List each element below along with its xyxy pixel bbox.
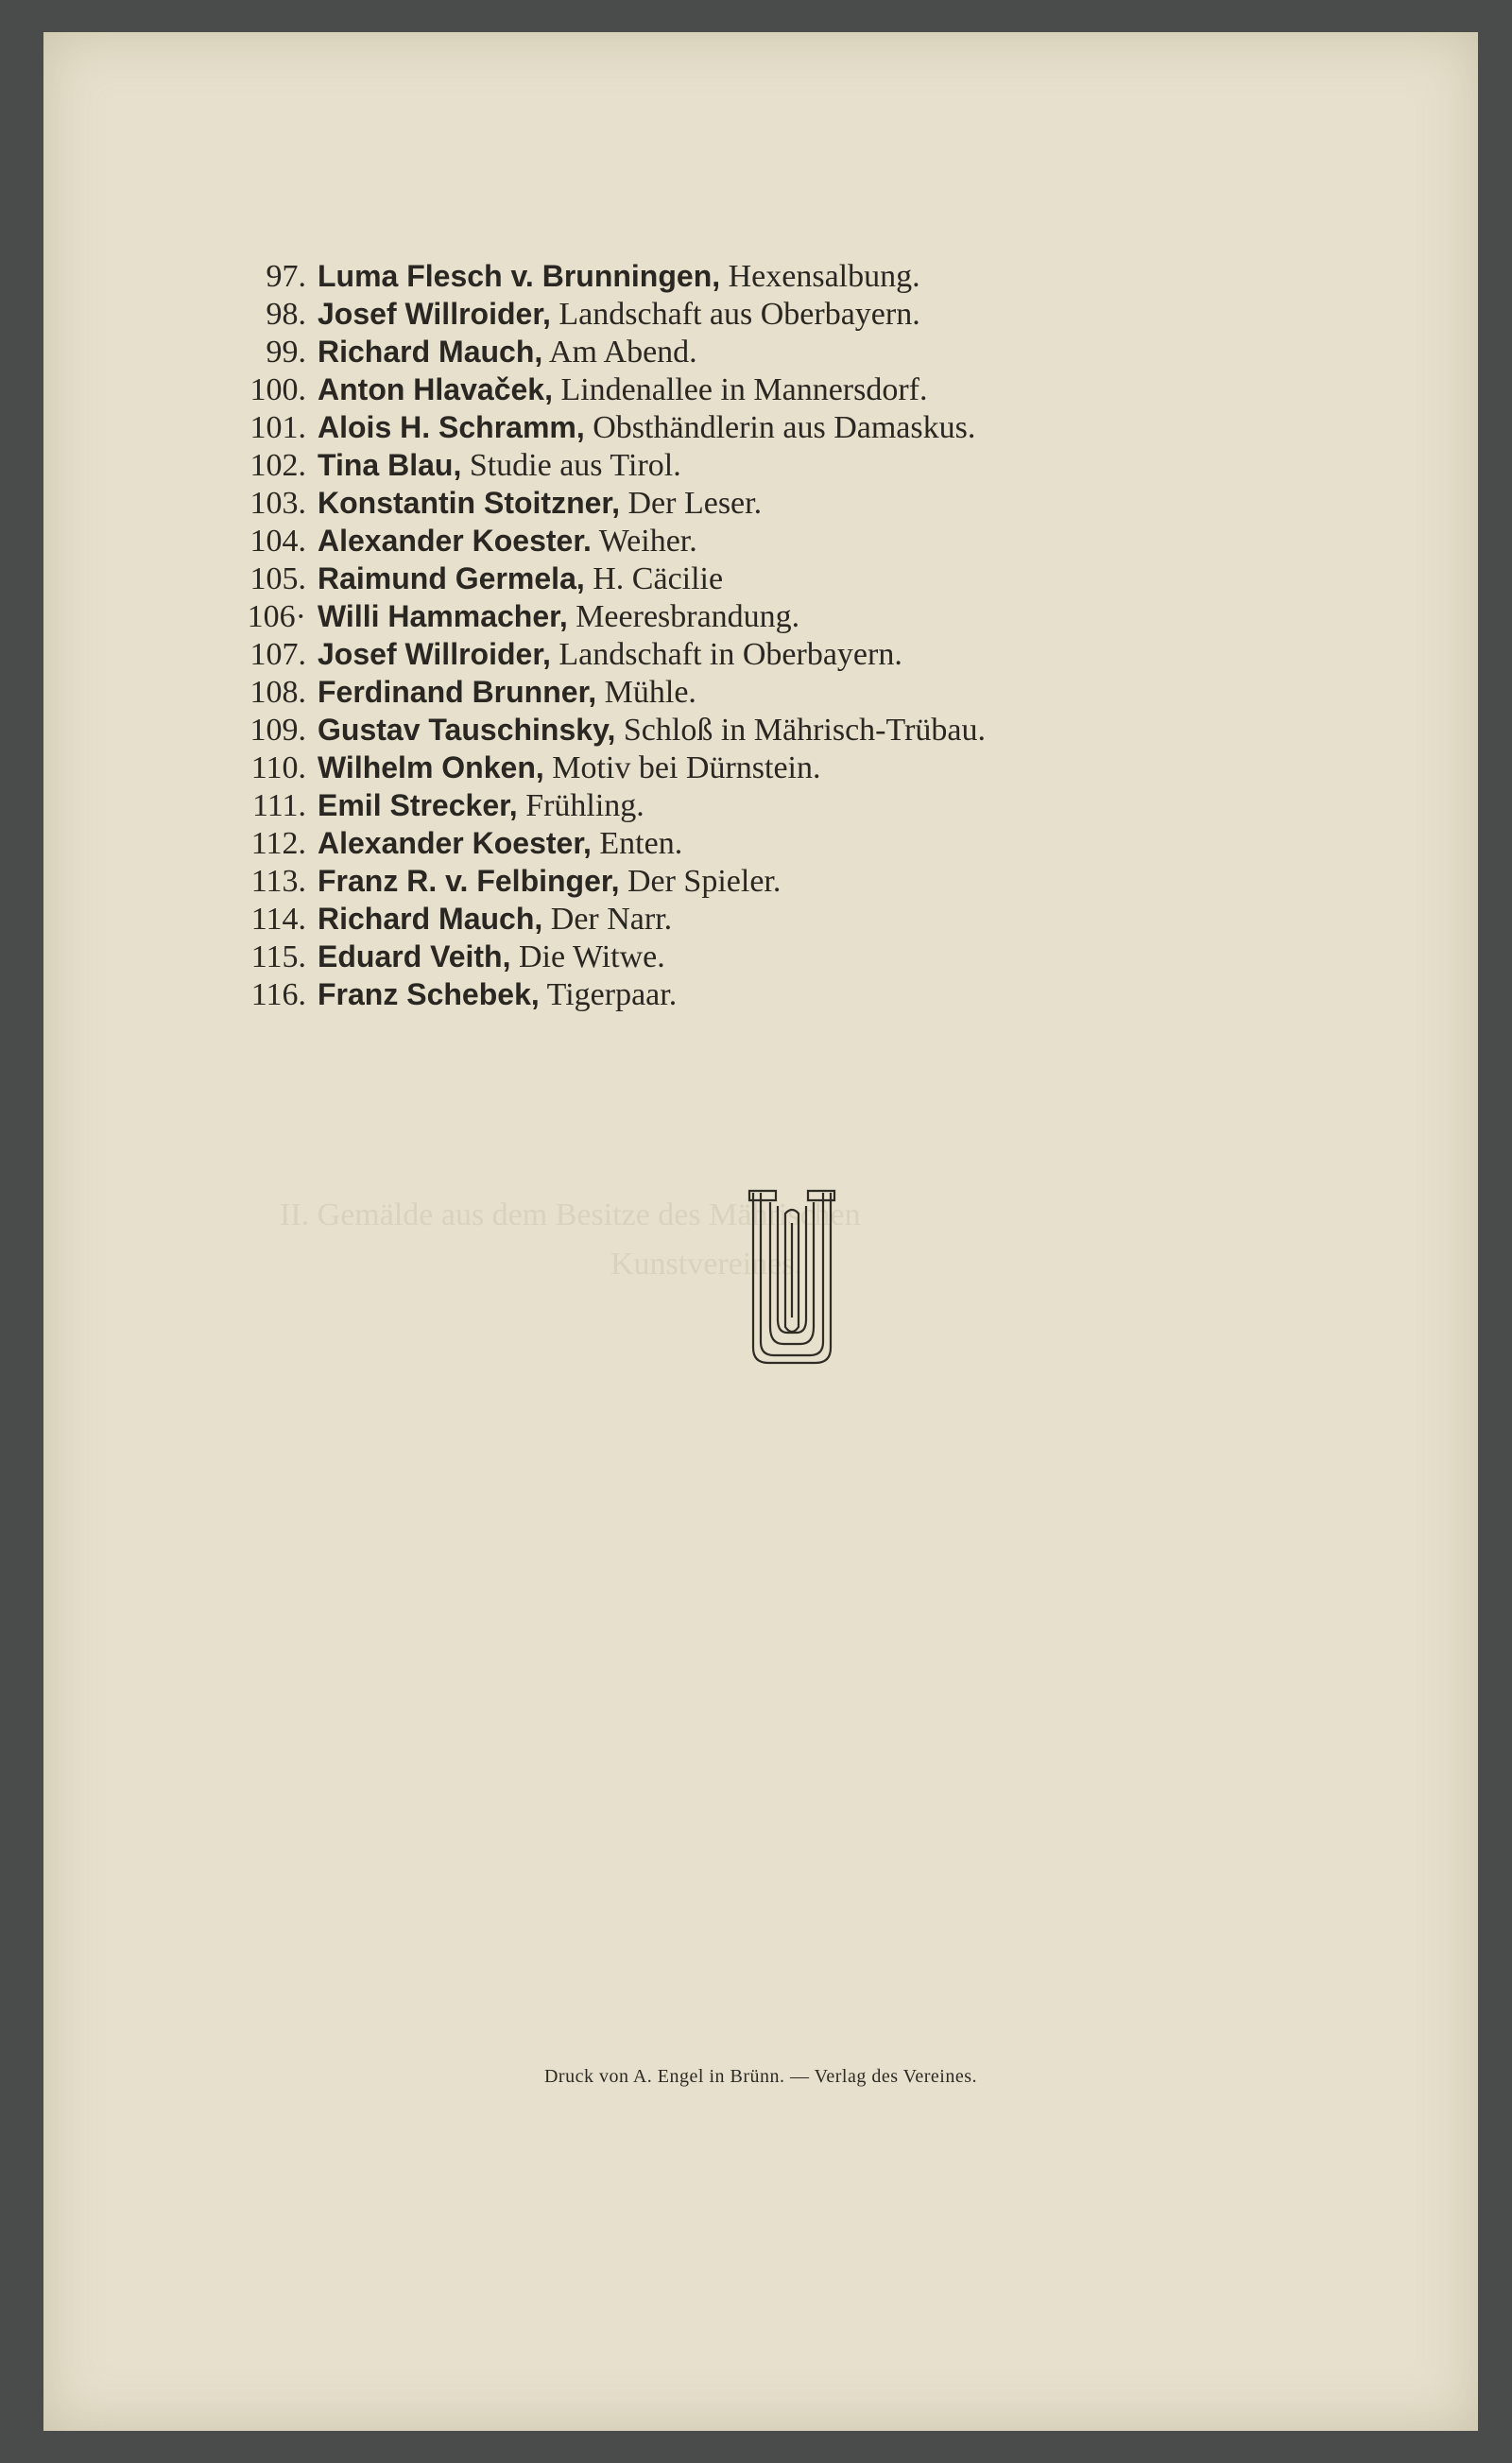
entry-number: 105. [249, 561, 306, 596]
entry-number: 97. [266, 259, 306, 294]
entry-separator: , [534, 335, 543, 369]
entry-artist: Josef Willroider [318, 297, 542, 331]
entry-separator: , [535, 750, 544, 784]
catalogue-entry [204, 862, 1244, 900]
catalogue-entry [204, 711, 1244, 749]
entry-separator: , [508, 788, 518, 822]
entry-artist: Alois H. Schramm [318, 410, 576, 444]
entry-title: Landschaft aus Oberbayern. [558, 297, 920, 332]
entry-title: Weiher. [598, 524, 697, 559]
imprint-line: Druck von A. Engel in Brünn. — Verlag des Vereines. [543, 2066, 978, 2087]
entry-separator: , [583, 826, 592, 860]
entry-number: 114. [250, 902, 306, 937]
entry-separator: , [558, 599, 568, 633]
catalogue-entry [204, 560, 1244, 597]
entry-artist: Raimund Germela [318, 561, 576, 595]
entry-number: 111. [252, 788, 306, 823]
entry-artist: Franz R. v. Felbinger [318, 864, 611, 898]
show-through-heading-2: Kunstvereines. [610, 1247, 803, 1282]
entry-number: 109. [249, 713, 306, 748]
entry-title: Am Abend. [548, 335, 697, 370]
entry-separator: , [530, 977, 540, 1011]
catalogue-entry [204, 446, 1244, 484]
show-through-heading-1: II. Gemälde aus dem Besitze des Mährischen [280, 1197, 861, 1232]
entry-separator: , [502, 939, 511, 973]
entry-separator: , [610, 864, 620, 898]
catalogue-entry [204, 900, 1244, 938]
entry-number: 106· [247, 599, 306, 634]
entry-separator: , [576, 561, 585, 595]
entry-artist: Tina Blau [318, 448, 454, 482]
entry-artist: Konstantin Stoitzner [318, 486, 612, 520]
entry-title: Frühling. [525, 788, 644, 823]
catalogue-entry [204, 257, 1244, 295]
entry-number: 102. [249, 448, 306, 483]
entry-title: Der Leser. [627, 486, 763, 521]
entry-title: Studie aus Tirol. [469, 448, 681, 483]
catalogue-entry [204, 635, 1244, 673]
entry-artist: Gustav Tauschinsky [318, 713, 608, 747]
catalogue-entry [204, 333, 1244, 370]
entry-number: 100. [249, 372, 306, 407]
catalogue-entry [204, 975, 1244, 1013]
entry-separator: , [607, 713, 616, 747]
entry-title: Die Witwe. [518, 939, 665, 974]
entry-artist: Willi Hammacher [318, 599, 559, 633]
entry-title: Tigerpaar. [546, 977, 678, 1012]
entry-separator: , [712, 259, 721, 293]
entry-number: 116. [250, 977, 306, 1012]
entry-artist: Anton Hlavaček [318, 372, 545, 406]
entry-title: Der Spieler. [627, 864, 782, 899]
entry-title: Der Narr. [550, 902, 673, 937]
entry-artist: Alexander Koester. [318, 524, 592, 558]
entry-title: Lindenallee in Mannersdorf. [560, 372, 928, 407]
entry-artist: Richard Mauch [318, 335, 535, 369]
entry-artist: Eduard Veith [318, 939, 503, 973]
entry-artist: Franz Schebek [318, 977, 531, 1011]
entry-title: H. Cäcilie [593, 561, 724, 596]
entry-separator: , [588, 675, 597, 709]
catalogue-entry [204, 786, 1244, 824]
entry-number: 115. [250, 939, 306, 974]
entry-title: Landschaft in Oberbayern. [558, 637, 902, 672]
entry-number: 112. [250, 826, 306, 861]
entry-title: Schloß in Mährisch-Trübau. [623, 713, 986, 748]
document-page [43, 32, 1478, 2431]
entry-separator: , [542, 297, 551, 331]
entry-separator: , [453, 448, 462, 482]
entry-separator: , [576, 410, 585, 444]
entry-title: Motiv bei Dürnstein. [552, 750, 821, 785]
catalogue-entry [204, 295, 1244, 333]
catalogue-entry [204, 597, 1244, 635]
entry-title: Hexensalbung. [728, 259, 920, 294]
entry-separator: , [534, 902, 543, 936]
entry-separator: , [544, 372, 553, 406]
entry-artist: Wilhelm Onken [318, 750, 536, 784]
entry-artist: Alexander Koester [318, 826, 584, 860]
entry-number: 104. [249, 524, 306, 559]
entry-artist: Ferdinand Brunner [318, 675, 589, 709]
printer-ornament-icon [747, 1185, 836, 1370]
catalogue-entry [204, 484, 1244, 522]
entry-artist: Luma Flesch v. Brunningen [318, 259, 713, 293]
catalogue-entry [204, 370, 1244, 408]
entry-number: 107. [249, 637, 306, 672]
entry-number: 108. [249, 675, 306, 710]
catalogue-entry [204, 938, 1244, 975]
entry-separator: , [542, 637, 551, 671]
catalogue-entry [204, 408, 1244, 446]
entry-number: 113. [250, 864, 306, 899]
entry-artist: Emil Strecker [318, 788, 509, 822]
entry-title: Mühle. [604, 675, 696, 710]
entry-number: 99. [266, 335, 306, 370]
entry-title: Meeresbrandung. [576, 599, 800, 634]
catalogue-entry [204, 749, 1244, 786]
entry-artist: Josef Willroider [318, 637, 542, 671]
entry-number: 101. [249, 410, 306, 445]
catalogue-entry [204, 824, 1244, 862]
catalogue-entry [204, 522, 1244, 560]
entry-number: 110. [250, 750, 306, 785]
entry-title: Obsthändlerin aus Damaskus. [593, 410, 976, 445]
entry-separator: , [611, 486, 620, 520]
catalogue-list [204, 257, 1244, 1013]
entry-number: 98. [266, 297, 306, 332]
catalogue-entry [204, 673, 1244, 711]
entry-title: Enten. [599, 826, 683, 861]
entry-artist: Richard Mauch [318, 902, 535, 936]
entry-number: 103. [249, 486, 306, 521]
